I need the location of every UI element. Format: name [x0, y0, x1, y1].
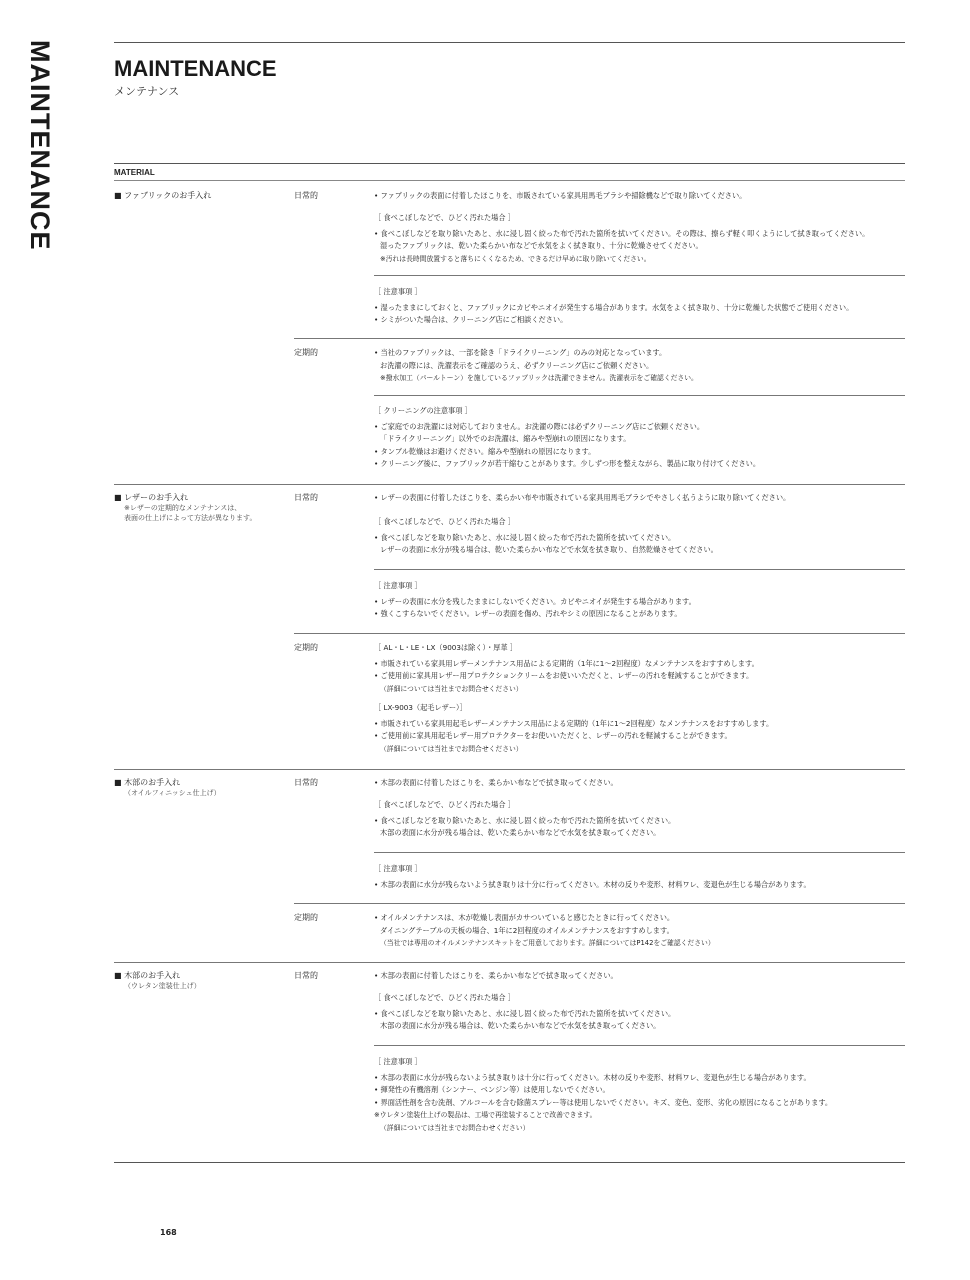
- block-heading: ［ クリーニングの注意事項 ］: [374, 406, 472, 415]
- instruction-line: レザーの表面に水分が残る場合は、乾いた柔らかい布などで水気を拭き取り、自然乾燥させてください。: [380, 545, 718, 554]
- group-divider: [294, 338, 905, 339]
- note-separator: [374, 275, 905, 276]
- instruction-block: [374, 580, 905, 621]
- frequency-label: 日常的: [294, 191, 318, 200]
- instruction-line: • 食べこぼしなどを取り除いたあと、水に浸し固く絞った布で汚れた箇所を拭いてください。: [374, 532, 676, 542]
- material-note: （ウレタン塗装仕上げ）: [124, 982, 201, 990]
- block-heading: ［ 注意事項 ］: [374, 864, 422, 873]
- instruction-block: [374, 992, 905, 1033]
- material-note: （オイルフィニッシュ仕上げ）: [124, 789, 221, 797]
- instruction-line: • 市販されている家具用起毛レザーメンテナンス用品による定期的（1年に1～2回程度）なメンテナンスをおすすめします。: [374, 718, 774, 728]
- instruction-line: • 木部の表面に水分が残らないよう拭き取りは十分に行ってください。木材の反りや変形、材料ワレ、変退色が生じる場合があります。: [374, 879, 811, 889]
- group-divider: [294, 903, 905, 904]
- instruction-line: • 界面活性剤を含む洗剤、アルコールを含む除菌スプレー等は使用しないでください。キズ、変色、変形、劣化の原因になることがあります。: [374, 1097, 833, 1107]
- instruction-line: • 市販されている家具用レザーメンテナンス用品による定期的（1年に1～2回程度）なメンテナンスをおすすめします。: [374, 658, 759, 668]
- frequency-label: 日常的: [294, 971, 318, 980]
- frequency-label: 日常的: [294, 778, 318, 787]
- instruction-line: • ご使用前に家具用起毛レザー用プロテクターをお使いいただくと、レザーの汚れを軽減することができます。: [374, 731, 732, 740]
- instruction-block: [374, 970, 905, 983]
- instruction-block: [374, 642, 905, 695]
- instruction-line: • レザーの表面に水分を残したままにしないでください。カビやニオイが発生する場合があります。: [374, 596, 696, 606]
- material-name: [114, 970, 294, 991]
- section-divider: [114, 484, 905, 485]
- frequency-label: 定期的: [294, 348, 318, 357]
- block-heading: ［ LX-9003（起毛レザー）］: [374, 703, 467, 712]
- group-divider: [294, 633, 905, 634]
- page-title: MAINTENANCE: [114, 56, 277, 81]
- instruction-line: • タンブル乾燥はお避けください。縮みや型崩れの原因になります。: [374, 446, 596, 456]
- material-title: ■ レザーのお手入れ: [114, 493, 188, 502]
- section-divider: [114, 769, 905, 770]
- material-title: ■ 木部のお手入れ: [114, 971, 180, 980]
- instruction-line: ※撥水加工（パールトーン）を施しているファブリックは洗濯できません。洗濯表示をご確認ください。: [380, 374, 698, 382]
- instruction-line: • ファブリックの表面に付着したほこりを、市販されている家具用馬毛ブラシや掃除機などで取り除いてください。: [374, 191, 747, 200]
- instruction-line: • 強くこすらないでください。レザーの表面を傷め、汚れやシミの原因になることがあります。: [374, 609, 682, 618]
- block-heading: ［ 食べこぼしなどで、ひどく汚れた場合 ］: [374, 800, 515, 809]
- instruction-block: [374, 777, 905, 790]
- note-separator: [374, 852, 905, 853]
- instruction-line: 木部の表面に水分が残る場合は、乾いた柔らかい布などで水気を拭き取ってください。: [380, 1021, 661, 1030]
- instruction-line: • 当社のファブリックは、一部を除き「ドライクリーニング」のみの対応となっています。: [374, 348, 667, 357]
- block-heading: ［ 食べこぼしなどで、ひどく汚れた場合 ］: [374, 213, 515, 222]
- instruction-block: [374, 212, 905, 265]
- instruction-line: （詳細については当社までお問合わせください）: [380, 1123, 530, 1132]
- instruction-block: [374, 286, 905, 327]
- instruction-line: • 湿ったままにしておくと、ファブリックにカビやニオイが発生する場合があります。水気をよく拭き取り、十分に乾燥した状態でご使用ください。: [374, 302, 854, 312]
- instruction-block: [374, 516, 905, 557]
- page-number: 168: [160, 1228, 177, 1237]
- note-separator: [374, 569, 905, 570]
- material-note: ※レザーの定期的なメンテナンスは、: [124, 504, 242, 512]
- instruction-line: • 木部の表面に付着したほこりを、柔らかい布などで拭き取ってください。: [374, 971, 618, 980]
- instruction-line: • 食べこぼしなどを取り除いたあと、水に浸し固く絞った布で汚れた箇所を拭いてください。その際は、擦らず軽く叩くようにして拭き取ってください。: [374, 228, 870, 238]
- material-header-top-rule: [114, 163, 905, 164]
- material-name: [114, 492, 294, 523]
- block-heading: ［ 食べこぼしなどで、ひどく汚れた場合 ］: [374, 993, 515, 1002]
- instruction-block: [374, 863, 905, 891]
- instruction-line: • 食べこぼしなどを取り除いたあと、水に浸し固く絞った布で汚れた箇所を拭いてください。: [374, 1008, 676, 1018]
- note-separator: [374, 1045, 905, 1046]
- block-heading: ［ 食べこぼしなどで、ひどく汚れた場合 ］: [374, 517, 515, 526]
- instruction-line: 木部の表面に水分が残る場合は、乾いた柔らかい布などで水気を拭き取ってください。: [380, 828, 661, 837]
- instruction-line: • オイルメンテナンスは、木が乾燥し表面がカサついていると感じたときに行ってください。: [374, 913, 675, 922]
- note-separator: [374, 395, 905, 396]
- instruction-line: • 木部の表面に水分が残らないよう拭き取りは十分に行ってください。木材の反りや変形、材料ワレ、変退色が生じる場合があります。: [374, 1072, 811, 1082]
- material-name: [114, 190, 294, 201]
- instruction-line: • ご使用前に家具用レザー用プロテクションクリームをお使いいただくと、レザーの汚れを軽減することができます。: [374, 671, 754, 680]
- frequency-label: 日常的: [294, 493, 318, 502]
- instruction-block: [374, 1056, 905, 1134]
- instruction-block: [374, 702, 905, 755]
- instruction-line: ※汚れは長時間放置すると落ちにくくなるため、できるだけ早めに取り除いてください。: [380, 254, 651, 263]
- instruction-line: • シミがついた場合は、クリーニング店にご相談ください。: [374, 315, 568, 324]
- material-name: [114, 777, 294, 798]
- instruction-block: [374, 347, 905, 385]
- instruction-block: [374, 912, 905, 950]
- top-rule: [114, 42, 905, 43]
- instruction-line: （詳細については当社までお問合せください）: [380, 744, 523, 753]
- instruction-line: • クリーニング後に、ファブリックが若干縮むことがあります。少しずつ形を整えながら、製品に取り付けてください。: [374, 459, 761, 468]
- material-note: 表面の仕上げによって方法が異なります。: [124, 514, 257, 522]
- instruction-line: （当社では専用のオイルメンテナンスキットをご用意しております。詳細についてはP142をご確認ください）: [380, 939, 715, 947]
- block-heading: ［ 注意事項 ］: [374, 287, 422, 296]
- material-title: ■ 木部のお手入れ: [114, 778, 180, 787]
- instruction-line: 湿ったファブリックは、乾いた柔らかい布などで水気をよく拭き取り、十分に乾燥させてください。: [380, 241, 703, 250]
- instruction-block: [374, 190, 905, 203]
- instruction-line: ※ウレタン塗装仕上げの製品は、工場で再塗装することで改善できます。: [374, 1111, 597, 1119]
- bottom-rule: [114, 1162, 905, 1163]
- instruction-line: ダイニングテーブルの天板の場合、1年に2回程度のオイルメンテナンスをおすすめします。: [380, 925, 674, 935]
- block-heading: ［ 注意事項 ］: [374, 581, 422, 590]
- instruction-block: [374, 799, 905, 840]
- page-subtitle: メンテナンス: [114, 85, 180, 98]
- material-title: ■ ファブリックのお手入れ: [114, 191, 211, 200]
- material-header-bottom-rule: [114, 180, 905, 181]
- section-divider: [114, 962, 905, 963]
- instruction-line: お洗濯の際には、洗濯表示をご確認のうえ、必ずクリーニング店にご依頼ください。: [380, 360, 654, 370]
- instruction-line: • 木部の表面に付着したほこりを、柔らかい布などで拭き取ってください。: [374, 778, 618, 787]
- material-label: MATERIAL: [114, 168, 155, 177]
- instruction-line: （詳細については当社までお問合せください）: [380, 684, 523, 693]
- block-heading: ［ AL・L・LE・LX（9003は除く）・厚革 ］: [374, 643, 518, 652]
- side-title: MAINTENANCE: [25, 40, 55, 251]
- block-heading: ［ 注意事項 ］: [374, 1057, 422, 1066]
- instruction-line: • ご家庭でのお洗濯には対応しておりません。お洗濯の際には必ずクリーニング店にご依頼ください。: [374, 421, 705, 431]
- instruction-block: [374, 405, 905, 471]
- instruction-line: • レザーの表面に付着したほこりを、柔らかい布や市販されている家具用馬毛ブラシでやさしく払うように取り除いてください。: [374, 493, 791, 502]
- instruction-line: • 揮発性の有機溶剤（シンナー、ベンジン等）は使用しないでください。: [374, 1085, 610, 1094]
- frequency-label: 定期的: [294, 913, 318, 922]
- instruction-line: • 食べこぼしなどを取り除いたあと、水に浸し固く絞った布で汚れた箇所を拭いてください。: [374, 815, 676, 825]
- frequency-label: 定期的: [294, 643, 318, 652]
- instruction-block: [374, 492, 905, 505]
- instruction-line: 「ドライクリーニング」以外でのお洗濯は、縮みや型崩れの原因になります。: [380, 434, 631, 443]
